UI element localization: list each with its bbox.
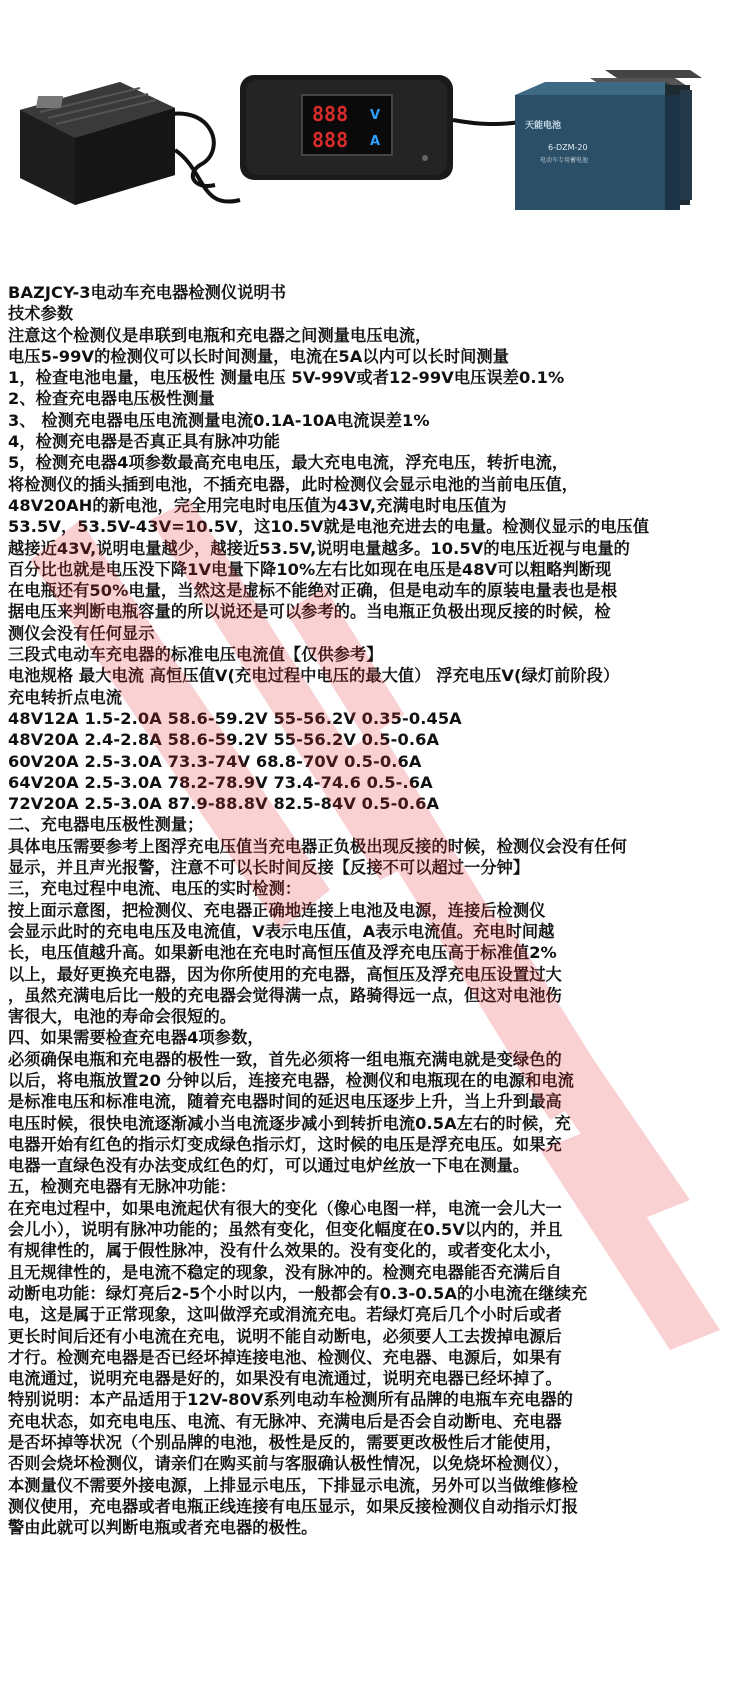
doc-line: BAZJCY-3电动车充电器检测仪说明书: [8, 283, 287, 302]
doc-line: 三，充电过程中电流、电压的实时检测：: [8, 879, 302, 899]
doc-line: 64V20A 2.5-3.0A 78.2-78.9V 73.4-74.6 0.5-.6A: [8, 772, 433, 792]
doc-line: 二、充电器电压极性测量；: [8, 815, 204, 835]
doc-line: 53.5V，53.5V-43V=10.5V，这10.5V就是电池充进去的电量。检测仪显示的电压值: [8, 517, 650, 537]
doc-line: 在充电过程中，如果电流起伏有很大的变化（像心电图一样，电流一会儿大一: [8, 1198, 562, 1218]
doc-line: 且无规律性的，是电流不稳定的现象，没有脉冲的。检测充电器能否充满后自: [8, 1262, 562, 1282]
doc-line: 警由此就可以判断电瓶或者充电器的极性。: [8, 1518, 318, 1538]
doc-line: 充电状态，如充电电压、电流、有无脉冲、充满电后是否会自动断电、充电器: [8, 1411, 562, 1431]
doc-line: 电压时候，很快电流逐渐减小当电流逐步减小到转折电流0.5A左右的时候，充: [8, 1113, 571, 1133]
svg-text:V: V: [370, 108, 381, 123]
charger-icon: [20, 82, 240, 205]
doc-line: 3、 检测充电器电压电流测量电流0.1A-10A电流误差1%: [8, 410, 430, 430]
doc-line: 有规律性的，属于假性脉冲，没有什么效果的。没有变化的，或者变化太小，: [8, 1241, 562, 1261]
doc-line: 是否坏掉等状况（个别品牌的电池，极性是反的，需要更改极性后才能使用，: [8, 1433, 562, 1453]
doc-line: 据电压来判断电瓶容量的所以说还是可以参考的。当电瓶正负极出现反接的时候，检: [8, 602, 611, 622]
svg-text:天能电池: 天能电池: [525, 121, 562, 131]
battery-icon: [515, 70, 702, 210]
doc-line: 四、如果需要检查充电器4项参数，: [8, 1028, 264, 1048]
tester-icon: [240, 75, 520, 180]
doc-line: 注意这个检测仪是串联到电瓶和充电器之间测量电压电流，: [8, 325, 432, 345]
doc-line: 在电瓶还有50%电量，当然这是虚标不能绝对正确，但是电动车的原装电量表也是根: [8, 581, 618, 601]
doc-line: 害很大，电池的寿命会很短的。: [8, 1007, 237, 1027]
doc-line: 是标准电压和标准电流，随着充电器时间的延迟电压逐步上升，当上升到最高: [8, 1092, 562, 1112]
doc-line: 60V20A 2.5-3.0A 73.3-74V 68.8-70V 0.5-0.6A: [8, 751, 422, 771]
doc-line: 电器一直绿色没有办法变成红色的灯，可以通过电炉丝放一下电在测量。: [8, 1156, 530, 1176]
doc-line: 越接近43V,说明电量越少，越接近53.5V,说明电量越多。10.5V的电压近视与电量的: [8, 538, 630, 558]
doc-line: 5，检测充电器4项参数最高充电电压，最大充电电流，浮充电压，转折电流，: [8, 453, 569, 473]
doc-line: 72V20A 2.5-3.0A 87.9-88.8V 82.5-84V 0.5-0.6A: [8, 794, 440, 814]
doc-line: 才行。检测充电器是否已经坏掉连接电池、检测仪、充电器、电源后，如果有: [8, 1347, 562, 1367]
doc-line: 48V20A 2.4-2.8A 58.6-59.2V 55-56.2V 0.5-0.6A: [8, 730, 440, 750]
doc-line: 电流通过，说明充电器是好的，如果没有电流通过，说明充电器已经坏掉了。: [8, 1369, 562, 1389]
doc-line: 48V20AH的新电池，完全用完电时电压值为43V,充满电时电压值为: [8, 495, 507, 515]
doc-line: 会儿小），说明有脉冲功能的；虽然有变化，但变化幅度在0.5V以内的，并且: [8, 1220, 563, 1240]
doc-line: 1，检查电池电量，电压极性 测量电压 5V-99V或者12-99V电压误差0.1%: [8, 368, 565, 388]
doc-line: 技术参数: [8, 304, 74, 324]
doc-line: 三段式电动车充电器的标准电压电流值【仅供参考】: [8, 645, 383, 665]
product-images: [0, 0, 750, 255]
doc-line: 显示，并且声光报警，注意不可以长时间反接【反接不可以超过一分钟】: [8, 858, 530, 878]
doc-line: 否则会烧坏检测仪，请亲们在购买前与客服确认极性情况，以免烧坏检测仪），: [8, 1454, 570, 1474]
svg-text:6-DZM-20: 6-DZM-20: [548, 143, 588, 152]
doc-line: 测仪会没有任何显示: [8, 623, 155, 643]
doc-line: 本测量仪不需要外接电源，上排显示电压，下排显示电流，另外可以当做维修检: [8, 1475, 579, 1495]
doc-line: 测仪使用，充电器或者电瓶正线连接有电压显示，如果反接检测仪自动指示灯报: [8, 1496, 579, 1516]
doc-line: 电压5-99V的检测仪可以长时间测量，电流在5A以内可以长时间测量: [8, 346, 510, 366]
doc-line: 动断电功能：绿灯亮后2-5个小时以内，一般都会有0.3-0.5A的小电流在继续充: [8, 1283, 588, 1303]
doc-line: 百分比也就是电压没下降1V电量下降10%左右比如现在电压是48V可以粗略判断现: [8, 559, 612, 579]
svg-text:888: 888: [312, 102, 349, 126]
doc-line: 电器开始有红色的指示灯变成绿色指示灯，这时候的电压是浮充电压。如果充: [8, 1134, 562, 1154]
svg-text:A: A: [370, 134, 381, 149]
doc-line: 以后，将电瓶放置20 分钟以后，连接充电器，检测仪和电瓶现在的电源和电流: [8, 1070, 574, 1090]
svg-text:888: 888: [312, 128, 349, 152]
doc-line: 电池规格 最大电流 高恒压值V(充电过程中电压的最大值） 浮充电压V(绿灯前阶段）: [8, 666, 620, 686]
doc-line: 会显示此时的充电电压及电流值，V表示电压值，A表示电流值。充电时间越: [8, 921, 555, 941]
doc-line: ，虽然充满电后比一般的充电器会觉得满一点，路骑得远一点，但这对电池伤: [8, 985, 562, 1005]
doc-line: 将检测仪的插头插到电池，不插充电器，此时检测仪会显示电池的当前电压值，: [8, 474, 579, 494]
doc-line: 更长时间后还有小电流在充电，说明不能自动断电，必须要人工去拨掉电源后: [8, 1326, 562, 1346]
document-body: [8, 282, 746, 1539]
doc-line: 充电转折点电流: [8, 687, 123, 707]
doc-line: 特别说明：本产品适用于12V-80V系列电动车检测所有品牌的电瓶车充电器的: [8, 1390, 573, 1410]
doc-line: 2、检查充电器电压极性测量: [8, 389, 215, 409]
doc-line: 长，电压值越升高。如果新电池在充电时高恒压值及浮充电压高于标准值2%: [8, 943, 557, 963]
svg-text:电动车专用蓄电池: 电动车专用蓄电池: [540, 157, 589, 164]
doc-line: 以上，最好更换充电器，因为你所使用的充电器，高恒压及浮充电压设置过大: [8, 964, 562, 984]
doc-line: 电，这是属于正常现象，这叫做浮充或涓流充电。若绿灯亮后几个小时后或者: [8, 1305, 562, 1325]
doc-line: 具体电压需要参考上图浮充电压值当充电器正负极出现反接的时候，检测仪会没有任何: [8, 836, 627, 856]
doc-line: 必须确保电瓶和充电器的极性一致，首先必须将一组电瓶充满电就是变绿色的: [8, 1049, 562, 1069]
doc-line: 按上面示意图，把检测仪、充电器正确地连接上电池及电源，连接后检测仪: [8, 900, 546, 920]
doc-line: 4，检测充电器是否真正具有脉冲功能: [8, 432, 280, 452]
doc-line: 48V12A 1.5-2.0A 58.6-59.2V 55-56.2V 0.35-0.45A: [8, 708, 462, 728]
doc-line: 五，检测充电器有无脉冲功能：: [8, 1177, 237, 1197]
